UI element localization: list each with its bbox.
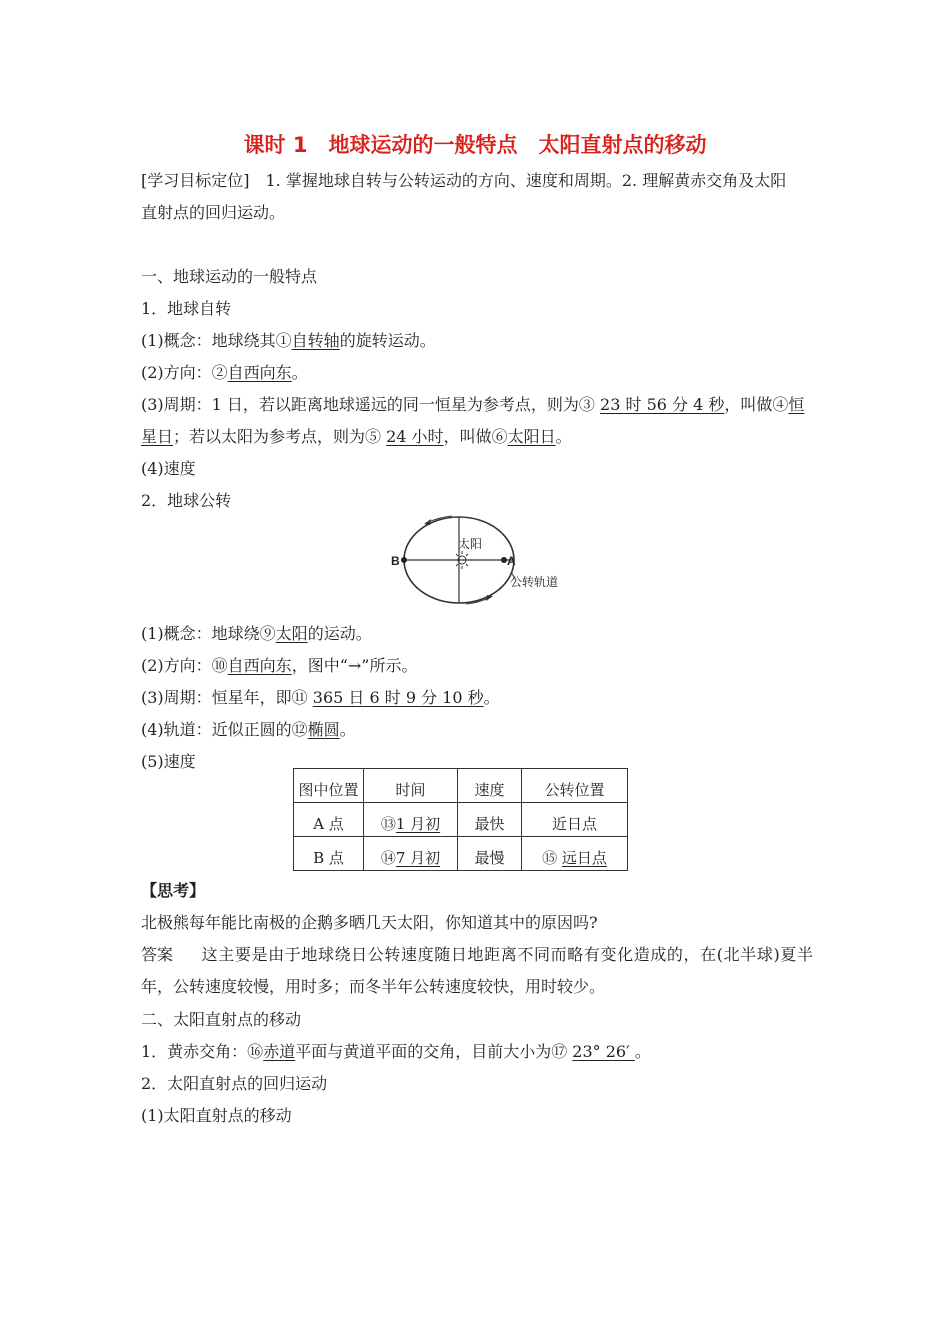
solar-day-term: 太阳日 bbox=[507, 427, 556, 446]
revolution-orbit-post: 。 bbox=[339, 720, 356, 739]
table-cell-time bbox=[364, 837, 458, 871]
obliquity-line bbox=[141, 1042, 651, 1062]
think-question: 北极熊每年能比南极的企鹅多晒几天太阳，你知道其中的原因吗? bbox=[141, 913, 598, 932]
obliquity-answer-plane: 赤道 bbox=[263, 1042, 296, 1061]
rotation-period-post: 。 bbox=[555, 427, 572, 446]
table-header-cell: 时间 bbox=[364, 769, 458, 803]
revolution-orbit-pre: (4)轨道：近似正圆的⑫ bbox=[141, 720, 308, 739]
rotation-concept-pre: (1)概念：地球绕其① bbox=[141, 331, 292, 350]
point-a-label: A bbox=[507, 554, 516, 568]
rotation-direction-pre: (2)方向：② bbox=[141, 363, 228, 382]
sidereal-day-length: 23 时 56 分 4 秒 bbox=[600, 395, 725, 414]
table-header-cell: 速度 bbox=[458, 769, 522, 803]
speed-table bbox=[293, 768, 628, 871]
revolution-direction-pre: (2)方向：⑩ bbox=[141, 656, 228, 675]
table-header-cell: 公转位置 bbox=[522, 769, 628, 803]
think-label: 【思考】 bbox=[141, 881, 206, 900]
rotation-period-mid: ，叫做④ bbox=[724, 395, 789, 414]
table-header-row bbox=[294, 769, 628, 803]
sidereal-year-length: 365 日 6 时 9 分 10 秒 bbox=[312, 688, 484, 707]
revolution-direction bbox=[141, 656, 417, 676]
point-b-label: B bbox=[391, 554, 400, 568]
table-answer-orbit: 近日点 bbox=[551, 815, 597, 833]
revolution-direction-post: ，图中“→”所示。 bbox=[291, 656, 418, 675]
rotation-concept-post: 的旋转运动。 bbox=[339, 331, 436, 350]
table-cell-speed: 最慢 bbox=[458, 837, 522, 871]
table-cell-orbit bbox=[522, 803, 628, 837]
page-title: 课时 1 地球运动的一般特点 太阳直射点的移动 bbox=[243, 133, 707, 157]
orbit-label: 公转轨道 bbox=[510, 575, 559, 589]
rotation-speed: (4)速度 bbox=[141, 459, 196, 478]
table-cell-position: A 点 bbox=[294, 803, 364, 837]
rotation-heading: 1．地球自转 bbox=[141, 299, 232, 318]
obliquity-answer-angle: 23° 26′ bbox=[572, 1042, 635, 1061]
objectives-line-1: [学习目标定位] 1. 掌握地球自转与公转运动的方向、速度和周期。2. 理解黄赤交角及太阳 bbox=[141, 171, 787, 190]
table-cell-speed: 最快 bbox=[458, 803, 522, 837]
revolution-concept-post: 的运动。 bbox=[307, 624, 372, 643]
table-answer-orbit: 远日点 bbox=[561, 849, 607, 867]
think-answer bbox=[141, 939, 813, 1003]
answer-marker: ⑬ bbox=[380, 815, 396, 833]
revolution-period bbox=[141, 688, 500, 708]
sun-label: 太阳 bbox=[458, 537, 483, 551]
table-row bbox=[294, 803, 628, 837]
rotation-direction-answer: 自西向东 bbox=[227, 363, 292, 382]
revolution-orbit bbox=[141, 720, 356, 740]
rotation-concept bbox=[141, 331, 436, 351]
orbit-diagram bbox=[388, 508, 568, 608]
regression-heading: 2．太阳直射点的回归运动 bbox=[141, 1074, 328, 1093]
revolution-heading: 2．地球公转 bbox=[141, 491, 232, 510]
sidereal-day-term-b: 星日 bbox=[141, 427, 174, 446]
rotation-period-pre: (3)周期：1 日，若以距离地球遥远的同一恒星为参考点，则为③ bbox=[141, 395, 601, 414]
revolution-concept-answer: 太阳 bbox=[275, 624, 308, 643]
rotation-period-mid2: ；若以太阳为参考点，则为⑤ bbox=[173, 427, 387, 446]
solar-day-length: 24 小时 bbox=[386, 427, 444, 446]
table-cell-time bbox=[364, 803, 458, 837]
table-answer-time: 1 月初 bbox=[395, 815, 441, 833]
section1-heading: 一、地球运动的一般特点 bbox=[141, 267, 318, 286]
table-row bbox=[294, 837, 628, 871]
revolution-period-post: 。 bbox=[483, 688, 500, 707]
point-b-dot bbox=[401, 557, 407, 563]
revolution-concept bbox=[141, 624, 372, 644]
bottom-arrow-head bbox=[486, 595, 493, 601]
revolution-direction-answer: 自西向东 bbox=[227, 656, 292, 675]
rotation-period-line-2 bbox=[141, 427, 572, 447]
obliquity-post: 。 bbox=[634, 1042, 651, 1061]
movement-heading: (1)太阳直射点的移动 bbox=[141, 1106, 292, 1125]
table-answer-time: 7 月初 bbox=[395, 849, 441, 867]
table-cell-orbit bbox=[522, 837, 628, 871]
rotation-direction bbox=[141, 363, 308, 383]
answer-marker: ⑮ bbox=[542, 849, 562, 867]
top-arrow-head bbox=[424, 519, 431, 525]
obliquity-pre: 1．黄赤交角：⑯ bbox=[141, 1042, 264, 1061]
sidereal-day-term-a: 恒 bbox=[788, 395, 805, 414]
rotation-period-mid3: ，叫做⑥ bbox=[443, 427, 508, 446]
answer-marker: ⑭ bbox=[380, 849, 396, 867]
revolution-period-pre: (3)周期：恒星年，即⑪ bbox=[141, 688, 313, 707]
revolution-concept-pre: (1)概念：地球绕⑨ bbox=[141, 624, 276, 643]
answer-text: 这主要是由于地球绕日公转速度随日地距离不同而略有变化造成的，在(北半球)夏半年，公转速度较慢，用时多；而冬半年公转速度较快，用时较少。 bbox=[141, 945, 813, 996]
section2-heading: 二、太阳直射点的移动 bbox=[141, 1010, 302, 1029]
objectives-line-2: 直射点的回归运动。 bbox=[141, 203, 286, 222]
revolution-orbit-answer: 椭圆 bbox=[307, 720, 340, 739]
rotation-concept-answer: 自转轴 bbox=[291, 331, 340, 350]
table-header-cell: 图中位置 bbox=[294, 769, 364, 803]
rotation-direction-post: 。 bbox=[291, 363, 308, 382]
revolution-speed: (5)速度 bbox=[141, 752, 196, 771]
answer-label: 答案 bbox=[141, 945, 174, 964]
obliquity-mid: 平面与黄道平面的交角，目前大小为⑰ bbox=[295, 1042, 573, 1061]
rotation-period-line-1 bbox=[141, 395, 804, 415]
table-cell-position: B 点 bbox=[294, 837, 364, 871]
